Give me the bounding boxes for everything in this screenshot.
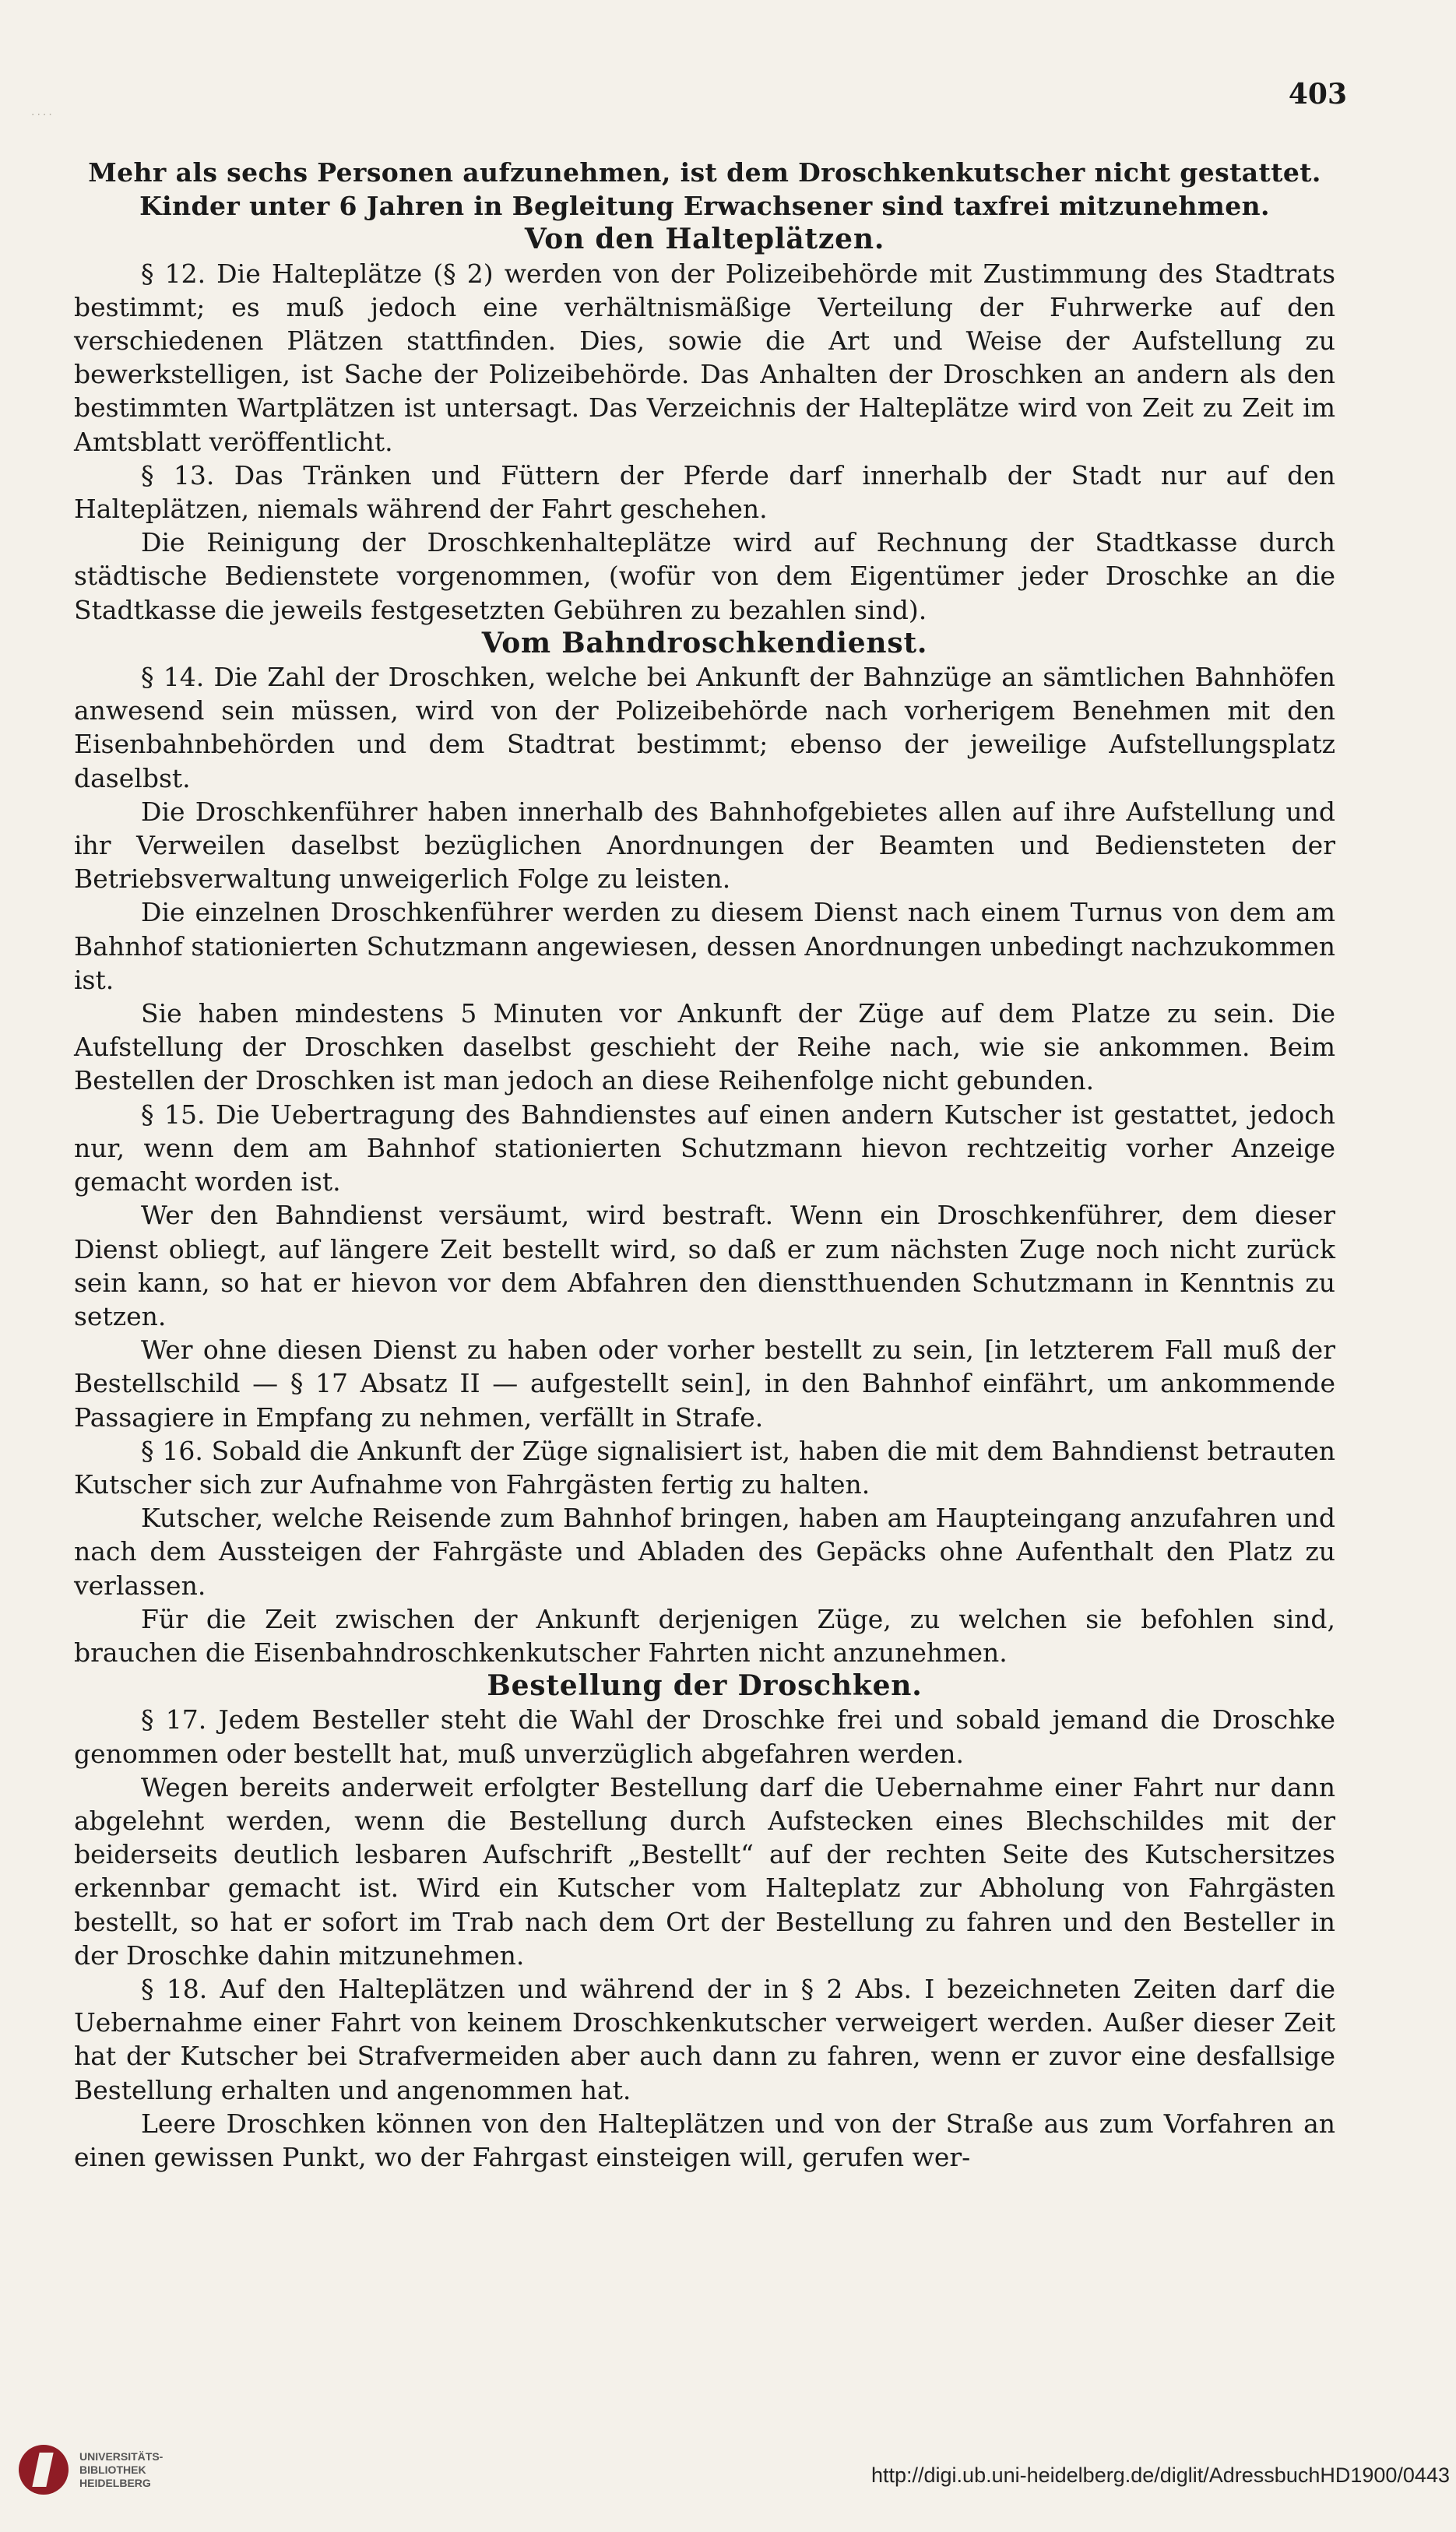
logo-line: UNIVERSITÄTS- xyxy=(79,2449,164,2463)
document-body xyxy=(74,156,1335,2174)
paragraph: § 13. Das Tränken und Füttern der Pferde darf innerhalb der Stadt nur auf den Halteplätzen, niemals während der Fahrt geschehen. xyxy=(74,459,1335,525)
paragraph: § 17. Jedem Besteller steht die Wahl der Droschke frei und sobald jemand die Droschke genommen oder bestellt hat, muß unverzüglich abgefahren werden. xyxy=(74,1704,1335,1769)
paragraph: § 16. Sobald die Ankunft der Züge signalisiert ist, haben die mit dem Bahndienst betrauten Kutscher sich zur Aufnahme von Fahrgästen fertig zu halten. xyxy=(74,1435,1335,1500)
paragraph: § 15. Die Uebertragung des Bahndienstes auf einen andern Kutscher ist gestattet, jedoch nur, wenn dem am Bahnhof stationierten Schutzmann hievon rechtzeitig vorher Anzeige gemacht worden ist. xyxy=(74,1099,1335,1197)
paragraph: Sie haben mindestens 5 Minuten vor Ankunft der Züge auf dem Platze zu sein. Die Aufstellung der Droschken daselbst geschieht der Reihe nach, wie sie ankommen. Beim Bestellen der Droschken ist man jedoch an diese Reihenfolge nicht gebunden. xyxy=(74,998,1335,1096)
logo-line: HEIDELBERG xyxy=(79,2476,151,2489)
paragraph: Wegen bereits anderweit erfolgter Bestellung darf die Uebernahme einer Fahrt nur dann abgelehnt werden, wenn die Bestellung durch Aufstecken eines Blechschildes mit der beiderseits deutlich lesbaren Aufschrift „Bestellt“ auf der rechten Seite des Kutschersitzes erkennbar gemacht ist. Wird ein Kutscher vom Halteplatz zur Abholung von Fahrgästen bestellt, so hat er sofort im Trab nach dem Ort der Bestellung zu fahren und den Besteller in der Droschke dahin mitzunehmen. xyxy=(74,1771,1335,1971)
scan-mark: ·‧·‧ xyxy=(31,109,55,121)
section-heading: Vom Bahndroschkendienst. xyxy=(481,626,928,659)
paragraph: Die Reinigung der Droschkenhalteplätze wird auf Rechnung der Stadtkasse durch städtische Bedienstete vorgenommen, (wofür von dem Eigentümer jeder Droschke an die Stadtkasse die jeweils festgesetzten Gebühren zu bezahlen sind). xyxy=(74,527,1335,625)
paragraph: Für die Zeit zwischen der Ankunft derjenigen Züge, zu welchen sie befohlen sind, brauchen die Eisenbahndroschkenkutscher Fahrten nicht anzunehmen. xyxy=(74,1603,1335,1668)
library-logo xyxy=(19,2445,163,2495)
footer xyxy=(0,2429,1456,2532)
paragraph: § 12. Die Halteplätze (§ 2) werden von der Polizeibehörde mit Zustimmung des Stadtrats bestimmt; es muß jedoch eine verhältnismäßige Verteilung der Fuhrwerke auf den verschiedenen Plätzen stattfinden. Dies, sowie die Art und Weise der Aufstellung zu bewerkstelligen, ist Sache der Polizeibehörde. Das Anhalten der Droschken an andern als den bestimmten Wartplätzen ist untersagt. Das Verzeichnis der Halteplätze wird von Zeit zu Zeit im Amtsblatt veröffentlicht. xyxy=(74,258,1335,457)
intro-line: Kinder unter 6 Jahren in Begleitung Erwachsener sind taxfrei mitzunehmen. xyxy=(139,191,1270,222)
paragraph: Wer den Bahndienst versäumt, wird bestraft. Wenn ein Droschkenführer, dem dieser Dienst obliegt, auf längere Zeit bestellt wird, so daß er zum nächsten Zuge noch nicht zurück sein kann, so hat er hievon vor dem Abfahren den dienstthuenden Schutzmann in Kenntnis zu setzen. xyxy=(74,1200,1335,1331)
paragraph: Kutscher, welche Reisende zum Bahnhof bringen, haben am Haupteingang anzufahren und nach dem Aussteigen der Fahrgäste und Abladen des Gepäcks ohne Aufenthalt den Platz zu verlassen. xyxy=(74,1503,1335,1601)
page-number: 403 xyxy=(1288,78,1347,111)
paragraph: § 14. Die Zahl der Droschken, welche bei Ankunft der Bahnzüge an sämtlichen Bahnhöfen anwesend sein müssen, wird von der Polizeibehörde nach vorherigem Benehmen mit den Eisenbahnbehörden und dem Stadtrat bestimmt; ebenso der jeweilige Aufstellungsplatz daselbst. xyxy=(74,662,1335,793)
paragraph: Die Droschkenführer haben innerhalb des Bahnhofgebietes allen auf ihre Aufstellung und ihr Verweilen daselbst bezüglichen Anordnungen der Beamten und Bediensteten der Betriebsverwaltung unweigerlich Folge zu leisten. xyxy=(74,796,1335,895)
section-heading: Bestellung der Droschken. xyxy=(487,1669,923,1703)
paragraph: § 18. Auf den Halteplätzen und während der in § 2 Abs. I bezeichneten Zeiten darf die Uebernahme einer Fahrt von keinem Droschkenkutscher verweigert werden. Außer dieser Zeit hat der Kutscher bei Strafvermeiden aber auch dann zu fahren, wenn er zuvor eine desfallsige Bestellung erhalten und angenommen hat. xyxy=(74,1973,1335,2105)
paragraph: Die einzelnen Droschkenführer werden zu diesem Dienst nach einem Turnus von dem am Bahnhof stationierten Schutzmann angewiesen, dessen Anordnungen unbedingt nachzukommen ist. xyxy=(74,897,1335,995)
section-heading: Von den Halteplätzen. xyxy=(524,223,885,256)
source-url-link[interactable]: http://digi.ub.uni-heidelberg.de/diglit/AdressbuchHD1900/0443 xyxy=(870,2463,1450,2487)
paragraph: Leere Droschken können von den Halteplätzen und von der Straße aus zum Vorfahren an einen gewissen Punkt, wo der Fahrgast einsteigen will, gerufen wer- xyxy=(74,2108,1335,2172)
intro-line: Mehr als sechs Personen aufzunehmen, ist dem Droschkenkutscher nicht gestattet. xyxy=(88,157,1321,188)
paragraph: Wer ohne diesen Dienst zu haben oder vorher bestellt zu sein, [in letzterem Fall muß der Bestellschild — § 17 Absatz II — aufgestellt sein], in den Bahnhof einfährt, um ankommende Passagiere in Empfang zu nehmen, verfällt in Strafe. xyxy=(74,1335,1335,1433)
logo-line: BIBLIOTHEK xyxy=(79,2463,146,2476)
library-logo-icon xyxy=(19,2445,69,2495)
library-logo-text xyxy=(79,2450,163,2490)
